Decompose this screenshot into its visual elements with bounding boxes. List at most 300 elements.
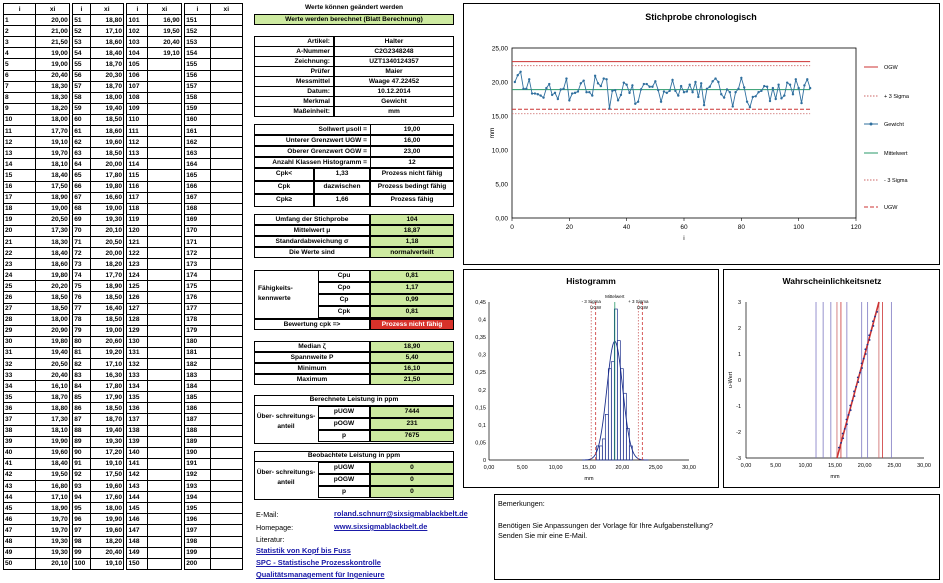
table-cell-value[interactable] (210, 481, 242, 492)
ppm-calc-value: 7675 (370, 430, 454, 442)
table-cell-index: 34 (4, 381, 36, 392)
table-cell-value[interactable]: 17,80 (90, 381, 123, 392)
table-cell-value[interactable] (148, 403, 181, 414)
y-tick-label: 0,1 (478, 422, 486, 429)
table-row (4, 270, 243, 281)
ppm-calc-value: 231 (370, 418, 454, 430)
table-cell-value[interactable] (210, 114, 242, 125)
table-cell-value[interactable]: 18,50 (90, 403, 123, 414)
data-point (531, 92, 533, 94)
table-cell-value[interactable] (210, 48, 242, 59)
table-cell-value[interactable]: 19,30 (36, 536, 69, 547)
table-cell-value[interactable] (210, 59, 242, 70)
table-cell-value[interactable] (210, 469, 242, 480)
table-cell-value[interactable]: 18,70 (90, 59, 123, 70)
table-cell-value[interactable]: 18,50 (90, 148, 123, 159)
table-cell-value[interactable]: 19,00 (36, 48, 69, 59)
table-cell-value[interactable]: 20,40 (36, 370, 69, 381)
table-cell-value[interactable] (148, 292, 181, 303)
table-cell-value[interactable] (210, 181, 242, 192)
lage-value: 16,10 (370, 363, 454, 374)
table-cell-value[interactable]: 17,50 (36, 181, 69, 192)
table-cell-value[interactable]: 20,10 (36, 558, 69, 569)
table-cell-value[interactable]: 18,60 (90, 126, 123, 137)
table-cell-value[interactable]: 19,80 (90, 181, 123, 192)
data-point (614, 89, 616, 91)
info-value[interactable]: Maier (334, 66, 454, 77)
table-cell-index: 3 (4, 37, 36, 48)
table-cell-value[interactable]: 20,50 (90, 236, 123, 247)
table-cell-value[interactable] (210, 81, 242, 92)
cpk-num[interactable]: 1,33 (314, 168, 370, 181)
table-cell-value[interactable] (148, 203, 181, 214)
table-cell-value[interactable] (148, 558, 181, 569)
table-cell-value[interactable] (148, 536, 181, 547)
cpk-sym: Cpk< (254, 168, 314, 181)
table-cell-value[interactable]: 19,60 (90, 481, 123, 492)
table-cell-value[interactable] (210, 225, 242, 236)
capability-sym: Cpu (318, 270, 370, 282)
table-cell-value[interactable] (210, 558, 242, 569)
table-cell-value[interactable]: 18,80 (36, 403, 69, 414)
table-cell-value[interactable] (148, 236, 181, 247)
table-cell-index: 85 (73, 392, 90, 403)
cpk-num[interactable]: 1,66 (314, 194, 370, 207)
table-cell-value[interactable] (148, 503, 181, 514)
table-cell-value[interactable] (210, 414, 242, 425)
table-cell-index: 1 (4, 15, 36, 26)
klassen-value[interactable]: 12 (370, 157, 454, 168)
table-cell-value[interactable]: 21,50 (36, 37, 69, 48)
table-row (4, 370, 243, 381)
table-cell-value[interactable] (210, 270, 242, 281)
table-cell-index: 26 (4, 292, 36, 303)
info-value[interactable]: C2G2348248 (334, 46, 454, 57)
annotation-minus3sigma: - 3 Sigma (581, 299, 601, 304)
table-cell-value[interactable]: 20,30 (90, 70, 123, 81)
table-cell-value[interactable] (210, 492, 242, 503)
table-cell-index: 138 (127, 425, 148, 436)
table-cell-value[interactable]: 19,90 (36, 436, 69, 447)
table-cell-value[interactable]: 18,00 (90, 503, 123, 514)
table-cell-index: 87 (73, 414, 90, 425)
table-cell-value[interactable] (210, 259, 242, 270)
table-cell-value[interactable] (148, 314, 181, 325)
table-cell-index: 146 (127, 514, 148, 525)
table-cell-value[interactable] (148, 170, 181, 181)
ppm-calc-value: 7444 (370, 406, 454, 418)
table-cell-index: 97 (73, 525, 90, 536)
table-cell-value[interactable]: 19,10 (148, 48, 181, 59)
table-cell-index: 125 (127, 281, 148, 292)
table-cell-value[interactable] (210, 392, 242, 403)
table-cell-value[interactable]: 16,10 (36, 381, 69, 392)
table-cell-value[interactable] (148, 137, 181, 148)
table-cell-value[interactable]: 20,90 (36, 325, 69, 336)
table-cell-index: 64 (73, 159, 90, 170)
table-cell-value[interactable] (210, 403, 242, 414)
table-cell-value[interactable]: 18,20 (36, 103, 69, 114)
info-label: A-Nummer (254, 46, 334, 57)
table-cell-value[interactable]: 19,00 (90, 203, 123, 214)
table-cell-value[interactable]: 19,70 (36, 514, 69, 525)
table-cell-value[interactable] (210, 70, 242, 81)
info-value[interactable]: Halter (334, 36, 454, 47)
table-cell-value[interactable] (210, 236, 242, 247)
table-cell-index: 107 (127, 81, 148, 92)
table-cell-value[interactable] (148, 392, 181, 403)
table-cell-value[interactable]: 16,80 (36, 481, 69, 492)
table-cell-value[interactable]: 19,70 (36, 148, 69, 159)
table-cell-value[interactable]: 18,70 (90, 414, 123, 425)
table-cell-value[interactable] (148, 181, 181, 192)
table-cell-value[interactable] (148, 192, 181, 203)
data-point (789, 84, 791, 86)
table-cell-value[interactable]: 19,00 (90, 325, 123, 336)
table-cell-value[interactable] (148, 514, 181, 525)
table-cell-index: 16 (4, 181, 36, 192)
table-cell-value[interactable] (148, 103, 181, 114)
table-cell-value[interactable] (148, 370, 181, 381)
table-cell-value[interactable]: 20,40 (90, 547, 123, 558)
table-cell-value[interactable]: 19,70 (36, 525, 69, 536)
table-cell-value[interactable]: 19,10 (90, 458, 123, 469)
table-cell-value[interactable] (148, 547, 181, 558)
table-cell-value[interactable]: 17,30 (36, 225, 69, 236)
table-cell-value[interactable]: 16,60 (90, 192, 123, 203)
table-cell-value[interactable] (148, 447, 181, 458)
table-cell-value[interactable]: 17,10 (90, 359, 123, 370)
table-cell-value[interactable]: 18,70 (90, 81, 123, 92)
table-cell-value[interactable] (148, 214, 181, 225)
table-cell-value[interactable] (210, 325, 242, 336)
table-cell-value[interactable] (148, 225, 181, 236)
info-value[interactable]: mm (334, 106, 454, 117)
table-cell-value[interactable]: 18,90 (36, 192, 69, 203)
table-cell-value[interactable]: 20,60 (90, 336, 123, 347)
table-cell-value[interactable] (210, 292, 242, 303)
table-cell-value[interactable]: 19,50 (148, 26, 181, 37)
table-cell-value[interactable]: 18,20 (90, 536, 123, 547)
table-cell-value[interactable]: 16,30 (90, 370, 123, 381)
data-point (611, 90, 613, 92)
table-cell-value[interactable]: 17,80 (90, 170, 123, 181)
table-cell-index: 55 (73, 59, 90, 70)
table-cell-value[interactable]: 19,50 (36, 469, 69, 480)
table-cell-value[interactable] (210, 370, 242, 381)
table-cell-index: 80 (73, 336, 90, 347)
table-cell-value[interactable]: 19,10 (90, 558, 123, 569)
table-cell-value[interactable]: 18,50 (36, 292, 69, 303)
y-tick-label: 2 (737, 326, 741, 332)
table-cell-value[interactable] (210, 159, 242, 170)
table-cell-value[interactable] (148, 436, 181, 447)
table-cell-value[interactable] (210, 536, 242, 547)
table-cell-value[interactable] (148, 259, 181, 270)
table-cell-value[interactable]: 17,70 (90, 270, 123, 281)
cpk-num[interactable]: dazwischen (314, 181, 370, 194)
table-cell-value[interactable]: 19,60 (90, 137, 123, 148)
table-cell-index: 156 (185, 70, 210, 81)
table-cell-value[interactable] (148, 458, 181, 469)
table-cell-value[interactable]: 18,30 (36, 92, 69, 103)
table-cell-value[interactable]: 17,20 (90, 447, 123, 458)
table-row (4, 236, 243, 247)
table-cell-value[interactable]: 18,50 (90, 292, 123, 303)
table-cell-value[interactable] (210, 514, 242, 525)
x-tick-label: 40 (623, 224, 631, 231)
data-point (863, 358, 865, 360)
column-header-xi: xi (90, 4, 123, 15)
table-cell-value[interactable]: 17,90 (90, 392, 123, 403)
table-cell-value[interactable]: 17,10 (90, 26, 123, 37)
table-cell-value[interactable] (210, 137, 242, 148)
table-cell-value[interactable]: 18,00 (90, 92, 123, 103)
table-cell-value[interactable]: 18,30 (36, 236, 69, 247)
data-point (634, 103, 636, 105)
table-cell-value[interactable]: 18,40 (90, 48, 123, 59)
table-cell-value[interactable]: 17,70 (36, 126, 69, 137)
chart-title: Stichprobe chronologisch (645, 12, 757, 22)
table-cell-value[interactable] (148, 59, 181, 70)
table-cell-value[interactable] (148, 248, 181, 259)
table-cell-value[interactable]: 18,30 (36, 81, 69, 92)
table-cell-value[interactable]: 17,30 (36, 414, 69, 425)
table-cell-value[interactable] (148, 381, 181, 392)
table-cell-value[interactable]: 19,00 (36, 59, 69, 70)
annotation-ugw: UGW (590, 305, 602, 310)
info-value[interactable]: 10.12.2014 (334, 86, 454, 97)
table-cell-value[interactable] (148, 359, 181, 370)
table-cell-value[interactable] (148, 303, 181, 314)
sollwert-value[interactable]: 19,00 (370, 124, 454, 135)
homepage-link[interactable]: www.sixsigmablackbelt.de (334, 522, 428, 531)
table-cell-value[interactable]: 19,80 (36, 270, 69, 281)
data-point (803, 84, 805, 86)
table-cell-value[interactable] (210, 26, 242, 37)
table-cell-value[interactable]: 18,70 (36, 392, 69, 403)
table-cell-value[interactable]: 19,30 (90, 436, 123, 447)
table-cell-index: 4 (4, 48, 36, 59)
data-point (876, 311, 878, 313)
table-cell-value[interactable]: 18,40 (36, 248, 69, 259)
capability-sym: Cpo (318, 282, 370, 294)
table-cell-value[interactable]: 18,00 (36, 314, 69, 325)
table-cell-index: 165 (185, 170, 210, 181)
table-cell-value[interactable]: 19,30 (90, 214, 123, 225)
table-cell-value[interactable]: 19,60 (90, 525, 123, 536)
table-cell-value[interactable]: 20,00 (90, 159, 123, 170)
table-cell-value[interactable]: 19,40 (36, 347, 69, 358)
table-cell-index: 178 (185, 314, 210, 325)
table-cell-value[interactable] (210, 103, 242, 114)
table-cell-value[interactable]: 17,50 (90, 469, 123, 480)
table-cell-value[interactable]: 18,60 (90, 37, 123, 48)
table-cell-value[interactable] (148, 148, 181, 159)
table-cell-value[interactable] (210, 525, 242, 536)
literatur-link-1[interactable]: Statistik von Kopf bis Fuss (256, 546, 351, 555)
table-cell-value[interactable]: 16,40 (90, 303, 123, 314)
data-point (551, 94, 553, 96)
data-point (732, 105, 734, 107)
table-cell-index: 145 (127, 503, 148, 514)
note-editable: Werte können geändert werden (304, 4, 404, 11)
literatur-link-2[interactable]: SPC - Statistische Prozesskontrolle (256, 558, 381, 567)
table-cell-value[interactable] (210, 314, 242, 325)
table-cell-value[interactable] (148, 525, 181, 536)
table-cell-value[interactable] (210, 347, 242, 358)
table-row (4, 414, 243, 425)
table-cell-value[interactable]: 18,50 (90, 114, 123, 125)
y-tick-label: 0,2 (478, 387, 486, 394)
table-cell-index: 58 (73, 92, 90, 103)
table-cell-value[interactable]: 18,10 (36, 159, 69, 170)
info-label: Datum: (254, 86, 334, 97)
table-cell-value[interactable]: 18,60 (36, 259, 69, 270)
data-point (853, 391, 855, 393)
table-cell-value[interactable]: 20,50 (36, 359, 69, 370)
data-point (700, 82, 702, 84)
info-value[interactable]: Gewicht (334, 96, 454, 107)
table-cell-index: 173 (185, 259, 210, 270)
table-cell-value[interactable]: 18,90 (36, 503, 69, 514)
column-header-i: i (73, 4, 90, 15)
data-point (683, 91, 685, 93)
data-point (623, 81, 625, 83)
table-cell-index: 96 (73, 514, 90, 525)
data-point (840, 442, 842, 444)
table-cell-value[interactable] (210, 192, 242, 203)
table-cell-value[interactable]: 20,00 (90, 248, 123, 259)
table-cell-value[interactable] (210, 248, 242, 259)
table-cell-value[interactable] (210, 547, 242, 558)
table-cell-value[interactable] (210, 503, 242, 514)
table-cell-value[interactable] (210, 425, 242, 436)
table-cell-value[interactable] (210, 281, 242, 292)
table-row (4, 536, 243, 547)
table-cell-value[interactable] (210, 37, 242, 48)
table-cell-value[interactable] (210, 303, 242, 314)
table-cell-value[interactable] (148, 336, 181, 347)
table-cell-value[interactable]: 19,40 (90, 103, 123, 114)
table-cell-value[interactable] (210, 447, 242, 458)
table-cell-value[interactable]: 20,40 (36, 70, 69, 81)
table-cell-value[interactable] (210, 203, 242, 214)
table-cell-index: 158 (185, 92, 210, 103)
table-cell-value[interactable] (148, 481, 181, 492)
table-cell-value[interactable]: 18,40 (36, 170, 69, 181)
table-cell-value[interactable]: 19,40 (90, 425, 123, 436)
table-cell-value[interactable]: 17,60 (90, 492, 123, 503)
table-cell-index: 192 (185, 469, 210, 480)
table-cell-value[interactable]: 18,20 (90, 259, 123, 270)
ppm-obs-title: Beobachtete Leistung in ppm (254, 451, 454, 462)
table-cell-value[interactable]: 19,10 (36, 137, 69, 148)
table-cell-value[interactable] (148, 81, 181, 92)
table-cell-value[interactable]: 20,10 (90, 225, 123, 236)
table-cell-value[interactable] (210, 92, 242, 103)
info-value[interactable]: Waage 47.22452 (334, 76, 454, 87)
table-cell-value[interactable] (210, 458, 242, 469)
table-cell-value[interactable] (210, 336, 242, 347)
table-cell-value[interactable]: 19,30 (36, 547, 69, 558)
email-link[interactable]: roland.schnurr@sixsigmablackbelt.de (334, 509, 468, 518)
data-point (560, 88, 562, 90)
table-cell-value[interactable]: 19,80 (36, 336, 69, 347)
table-cell-index: 139 (127, 436, 148, 447)
table-cell-value[interactable] (148, 425, 181, 436)
table-cell-value[interactable] (148, 126, 181, 137)
table-cell-value[interactable]: 18,80 (90, 15, 123, 26)
table-cell-value[interactable] (148, 492, 181, 503)
table-cell-value[interactable] (210, 381, 242, 392)
literatur-label: Literatur: (256, 535, 285, 544)
table-row (4, 381, 243, 392)
table-cell-value[interactable] (148, 325, 181, 336)
table-cell-value[interactable] (210, 15, 242, 26)
table-cell-value[interactable]: 19,60 (36, 447, 69, 458)
table-cell-value[interactable]: 18,50 (36, 303, 69, 314)
table-cell-value[interactable] (148, 281, 181, 292)
table-cell-value[interactable] (210, 170, 242, 181)
table-cell-value[interactable]: 18,40 (36, 458, 69, 469)
table-cell-value[interactable]: 19,90 (90, 514, 123, 525)
ogw-value[interactable]: 23,00 (370, 146, 454, 157)
chart-title: Wahrscheinlichkeitsnetz (782, 276, 882, 286)
table-cell-value[interactable] (148, 414, 181, 425)
y-tick-label: 5,00 (495, 181, 508, 189)
table-cell-value[interactable]: 18,90 (90, 281, 123, 292)
table-cell-value[interactable]: 19,20 (90, 347, 123, 358)
table-cell-value[interactable]: 18,10 (36, 425, 69, 436)
table-cell-value[interactable] (148, 347, 181, 358)
table-cell-value[interactable]: 18,00 (36, 114, 69, 125)
ugw-value[interactable]: 16,00 (370, 135, 454, 146)
table-cell-value[interactable] (148, 270, 181, 281)
table-cell-value[interactable] (210, 359, 242, 370)
table-cell-value[interactable]: 17,10 (36, 492, 69, 503)
table-cell-value[interactable] (148, 92, 181, 103)
data-point (737, 88, 739, 90)
table-cell-value[interactable] (210, 214, 242, 225)
table-cell-value[interactable] (210, 436, 242, 447)
data-point (671, 79, 673, 81)
data-point (625, 84, 627, 86)
table-cell-value[interactable] (210, 126, 242, 137)
table-cell-value[interactable] (148, 159, 181, 170)
table-cell-value[interactable]: 21,00 (36, 26, 69, 37)
info-value[interactable]: UZT1340124357 (334, 56, 454, 67)
table-cell-value[interactable]: 16,90 (148, 15, 181, 26)
data-point (631, 84, 633, 86)
table-row (4, 159, 243, 170)
table-cell-index: 8 (4, 92, 36, 103)
table-cell-index: 113 (127, 148, 148, 159)
table-cell-value[interactable]: 18,50 (90, 314, 123, 325)
table-cell-value[interactable]: 20,40 (148, 37, 181, 48)
literatur-link-3[interactable]: Qualitätsmanagement für Ingenieure (256, 570, 385, 579)
table-cell-value[interactable]: 20,50 (36, 214, 69, 225)
table-cell-value[interactable] (148, 114, 181, 125)
table-cell-value[interactable] (148, 469, 181, 480)
table-cell-index: 151 (185, 15, 210, 26)
histogram-bar (602, 439, 605, 460)
table-cell-value[interactable]: 20,20 (36, 281, 69, 292)
table-cell-value[interactable] (148, 70, 181, 81)
table-cell-value[interactable]: 20,00 (36, 15, 69, 26)
table-cell-value[interactable]: 19,00 (36, 203, 69, 214)
table-cell-value[interactable] (210, 148, 242, 159)
